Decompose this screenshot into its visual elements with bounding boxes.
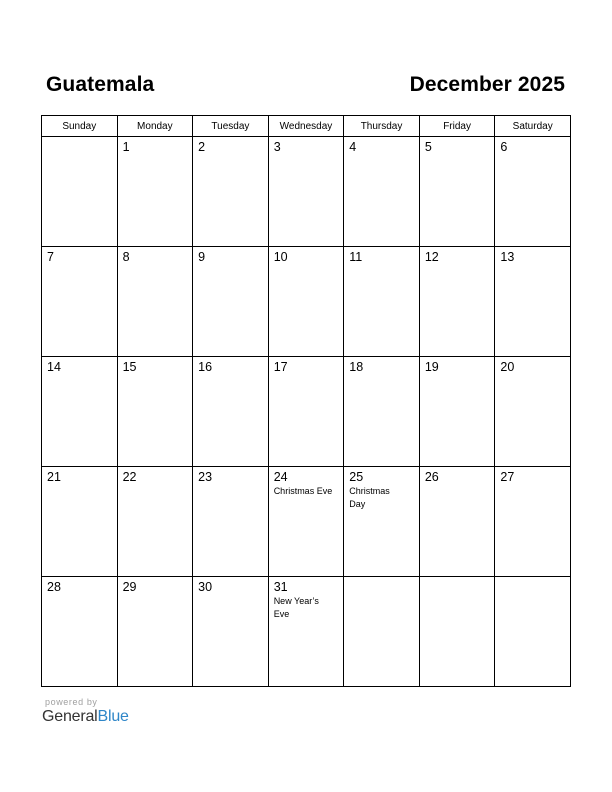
day-number: 11 [349,250,363,264]
weekday-saturday: Saturday [495,116,571,137]
day-cell [344,467,420,577]
day-number: 15 [122,360,137,374]
day-cell [268,137,344,247]
day-number: 4 [349,140,357,154]
brand-general-text: General [42,708,98,725]
weekday-friday: Friday [419,116,495,137]
day-cell [42,467,118,577]
day-number: 30 [198,580,213,594]
day-number: 27 [500,470,515,484]
brand-blue-text: Blue [97,708,129,725]
generalblue-logo[interactable] [42,708,129,726]
week-row-2 [42,247,571,357]
week-row-5 [42,577,571,687]
day-number: 2 [198,140,206,154]
day-cell [42,137,118,247]
day-cell [419,137,495,247]
month-year-title: December 2025 [409,73,565,96]
day-number: 16 [198,360,213,374]
day-number: 3 [273,140,281,154]
day-number: 24 [273,470,288,484]
day-cell [419,577,495,687]
day-cell [42,357,118,467]
weekday-monday: Monday [117,116,193,137]
day-cell [344,357,420,467]
day-cell [117,137,193,247]
day-cell [193,247,269,357]
day-cell [495,137,571,247]
day-number: 12 [424,250,439,264]
week-row-4 [42,467,571,577]
day-number: 14 [47,360,61,374]
day-cell [419,467,495,577]
week-row-3 [42,357,571,467]
day-cell [193,357,269,467]
day-cell [495,467,571,577]
day-cell [344,577,420,687]
day-number: 6 [500,140,508,154]
day-cell [419,357,495,467]
day-number: 5 [424,140,432,154]
day-cell [117,467,193,577]
day-cell [117,247,193,357]
powered-by-text: powered by [45,697,98,707]
calendar-header [43,70,565,100]
day-cell [268,577,344,687]
day-cell [419,247,495,357]
day-cell [495,577,571,687]
day-number: 31 [273,580,288,594]
day-number: 17 [273,360,288,374]
day-number: 18 [349,360,364,374]
day-cell [268,247,344,357]
day-cell [42,577,118,687]
day-number: 21 [47,470,61,484]
holiday-label: Christmas Eve [273,486,333,496]
weekday-header-row [42,116,571,137]
weekday-tuesday: Tuesday [193,116,269,137]
week-row-1 [42,137,571,247]
holiday-label: New Year’s Eve [273,596,319,619]
day-number: 25 [349,470,364,484]
country-title: Guatemala [46,73,155,96]
day-number: 13 [500,250,515,264]
footer-branding [42,697,129,726]
day-cell [117,357,193,467]
day-number: 1 [122,140,130,154]
day-cell [193,577,269,687]
day-number: 7 [47,250,54,264]
day-cell [268,357,344,467]
day-cell [193,467,269,577]
holiday-label: Christmas Day [349,486,390,509]
day-number: 22 [122,470,137,484]
weekday-wednesday: Wednesday [268,116,344,137]
day-cell [193,137,269,247]
weekday-thursday: Thursday [344,116,420,137]
day-number: 28 [47,580,61,594]
day-number: 19 [424,360,439,374]
day-number: 26 [424,470,439,484]
day-number: 20 [500,360,515,374]
day-cell [495,247,571,357]
day-cell [42,247,118,357]
day-cell [495,357,571,467]
day-number: 9 [198,250,206,264]
calendar-grid [41,115,571,687]
day-number: 23 [198,470,213,484]
weekday-sunday: Sunday [42,116,118,137]
day-number: 29 [122,580,137,594]
day-number: 8 [122,250,130,264]
day-number: 10 [273,250,288,264]
day-cell [117,577,193,687]
day-cell [344,137,420,247]
day-cell [268,467,344,577]
day-cell [344,247,420,357]
